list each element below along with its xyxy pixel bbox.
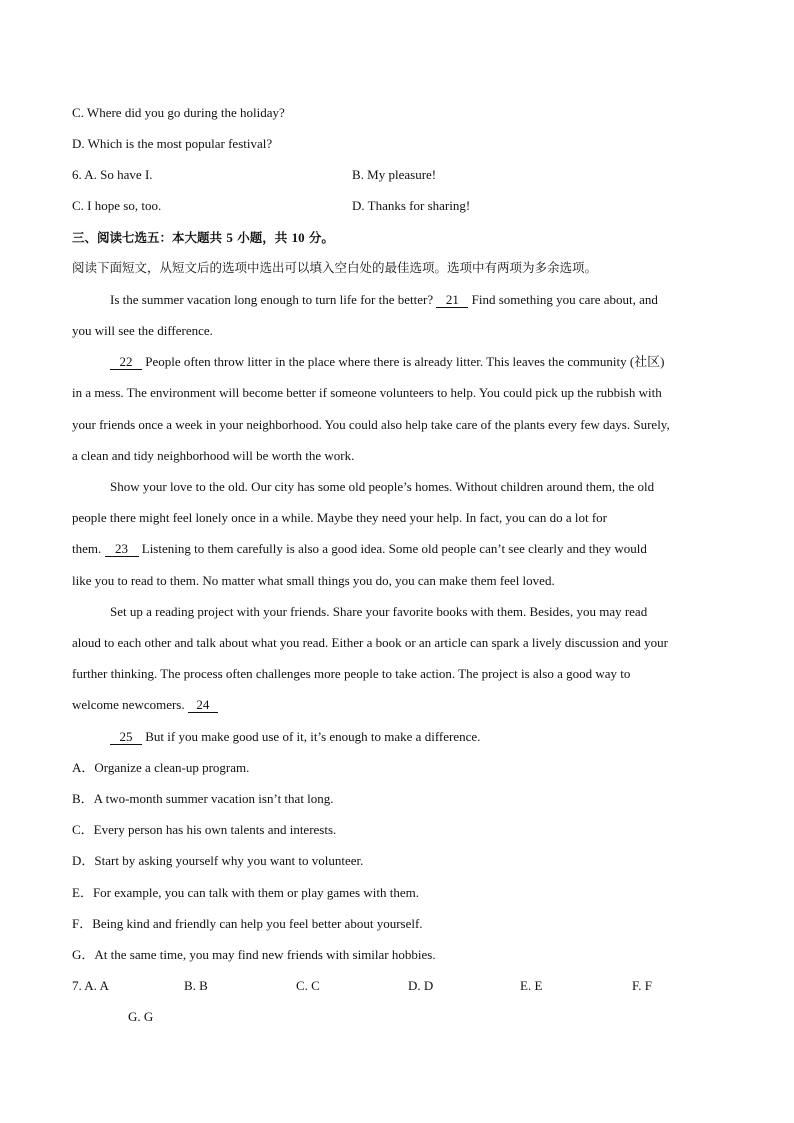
passage-text: Find something you care about, and	[471, 292, 658, 307]
q7-option-c: C. C	[296, 978, 320, 993]
section-instruction: 阅读下面短文，从短文后的选项中选出可以填入空白处的最佳选项。选项中有两项为多余选项。	[72, 260, 598, 275]
q6-option-d: D. Thanks for sharing!	[352, 198, 471, 213]
passage-text: People often throw litter in the place where there is already litter. This leaves the community (社区)	[145, 354, 665, 369]
heading-mid: 小题，共	[232, 230, 292, 245]
blank-21[interactable]: 21	[436, 293, 468, 308]
passage-p4-line1: Set up a reading project with your friends. Share your favorite books with them. Besides, you may read	[110, 604, 648, 619]
q7-option-e: E. E	[520, 978, 543, 993]
passage-p3-line4: like you to read to them. No matter what small things you do, you can make them feel loved.	[72, 573, 555, 588]
passage-p4-line3: further thinking. The process often challenges more people to take action. The project is also a good way to	[72, 666, 631, 681]
passage-p2-line4: a clean and tidy neighborhood will be worth the work.	[72, 448, 355, 463]
blank-25[interactable]: 25	[110, 730, 142, 745]
option-d-prev: D. Which is the most popular festival?	[72, 136, 273, 151]
passage-p1-line1	[110, 291, 658, 309]
passage-p3-line2: people there might feel lonely once in a while. Maybe they need your help. In fact, you can do a lot for	[72, 510, 607, 525]
passage-p4-line2: aloud to each other and talk about what you read. Either a book or an article can spark a lively discussion and your	[72, 635, 669, 650]
passage-p3-line3	[72, 540, 647, 558]
q7-option-d: D. D	[408, 978, 434, 993]
choice-d: D．Start by asking yourself why you want to volunteer.	[72, 853, 364, 868]
choice-c: C．Every person has his own talents and interests.	[72, 822, 337, 837]
heading-points: 10	[291, 230, 305, 245]
heading-suffix: 分。	[304, 230, 334, 245]
heading-prefix: 三、阅读七选五：本大题共	[72, 230, 227, 245]
q6-option-a: 6. A. So have I.	[72, 167, 153, 182]
choice-f: F．Being kind and friendly can help you feel better about yourself.	[72, 916, 423, 931]
passage-text: Is the summer vacation long enough to turn life for the better?	[110, 292, 434, 307]
choice-g: G．At the same time, you may find new friends with similar hobbies.	[72, 947, 436, 962]
passage-p4-line4	[72, 696, 218, 714]
passage-p2-line1	[110, 353, 665, 371]
q7-option-b: B. B	[184, 978, 208, 993]
passage-text: welcome newcomers.	[72, 697, 185, 712]
section-heading	[72, 229, 334, 247]
passage-text: them.	[72, 541, 102, 556]
passage-p2-line2: in a mess. The environment will become better if someone volunteers to help. You could pick up the rubbish with	[72, 385, 662, 400]
q7-option-g: G. G	[128, 1009, 154, 1024]
passage-p1-line2: you will see the difference.	[72, 323, 213, 338]
passage-p2-line3: your friends once a week in your neighborhood. You could also help take care of the plants every few days. Surely,	[72, 417, 670, 432]
choice-e: E．For example, you can talk with them or play games with them.	[72, 885, 419, 900]
q7-option-a: 7. A. A	[72, 978, 109, 993]
q7-option-f: F. F	[632, 978, 652, 993]
option-c-prev: C. Where did you go during the holiday?	[72, 105, 285, 120]
blank-22[interactable]: 22	[110, 355, 142, 370]
choice-b: B．A two-month summer vacation isn’t that long.	[72, 791, 334, 806]
blank-24[interactable]: 24	[188, 698, 218, 713]
q6-option-b: B. My pleasure!	[352, 167, 437, 182]
passage-p3-line1: Show your love to the old. Our city has some old people’s homes. Without children around them, the old	[110, 479, 655, 494]
passage-text: Listening to them carefully is also a good idea. Some old people can’t see clearly and they would	[141, 541, 647, 556]
heading-count: 5	[226, 230, 233, 245]
choice-a: A．Organize a clean-up program.	[72, 760, 250, 775]
q6-option-c: C. I hope so, too.	[72, 198, 162, 213]
blank-23[interactable]: 23	[105, 542, 139, 557]
passage-text: But if you make good use of it, it’s enough to make a difference.	[145, 729, 481, 744]
passage-p5-line1	[110, 728, 480, 746]
